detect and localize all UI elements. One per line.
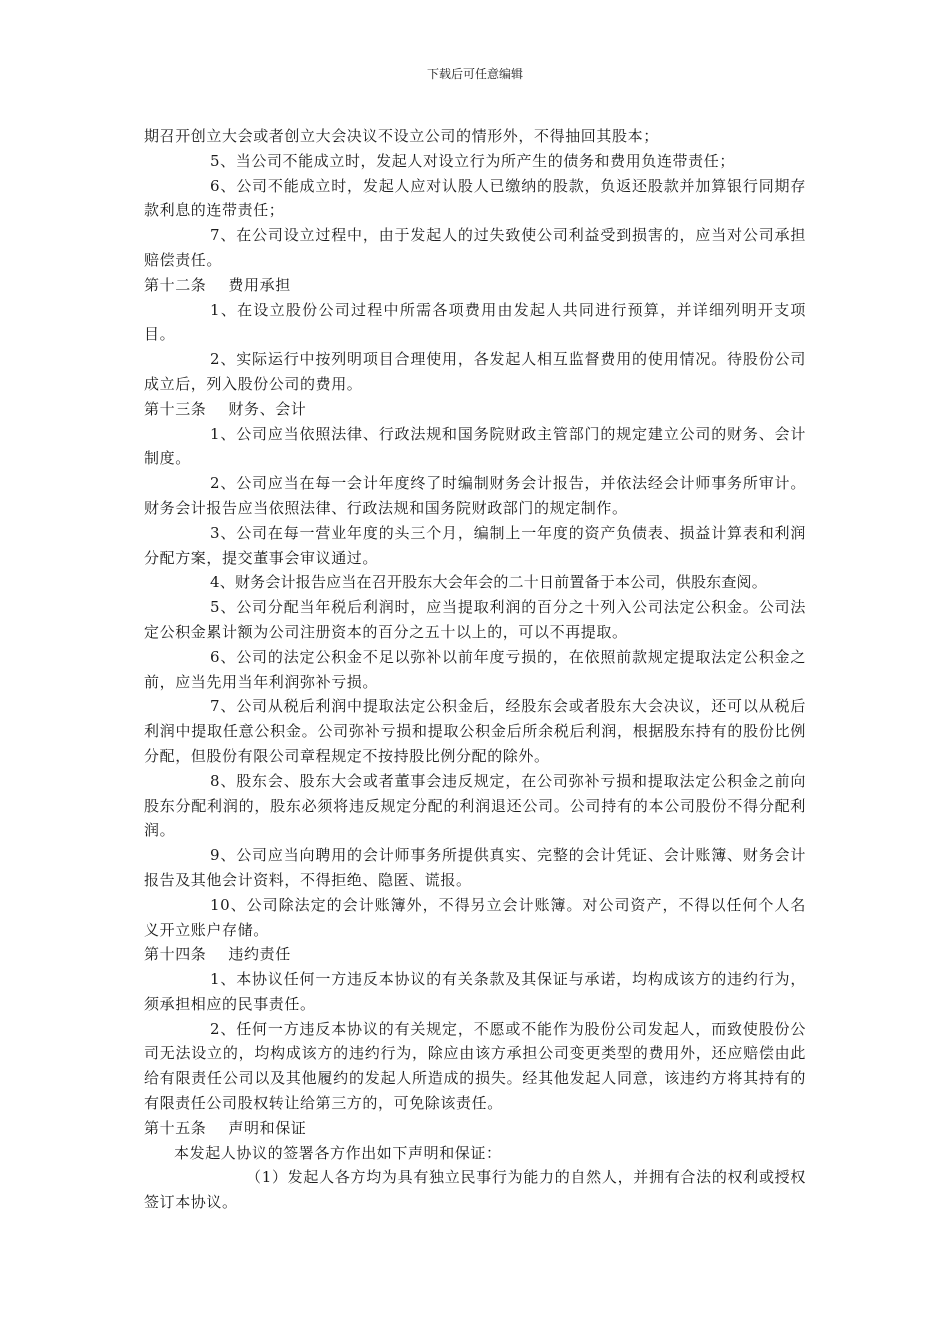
paragraph-item: 9、公司应当向聘用的会计师事务所提供真实、完整的会计凭证、会计账簿、财务会计报告及其他会计资料，不得拒绝、隐匿、谎报。 bbox=[144, 846, 806, 889]
paragraph-item: 10、公司除法定的会计账簿外，不得另立会计账簿。对公司资产，不得以任何个人名义开立账户存储。 bbox=[144, 895, 806, 939]
paragraph-item: 1、在设立股份公司过程中所需各项费用由发起人共同进行预算，并详细列明开支项目。 bbox=[144, 300, 806, 344]
paragraph-item: 4、财务会计报告应当在召开股东大会年会的二十日前置备于本公司，供股东查阅。 bbox=[210, 573, 767, 592]
paragraph-item: 3、公司在每一营业年度的头三个月，编制上一年度的资产负债表、损益计算表和利润分配方案，提交董事会审议通过。 bbox=[144, 523, 806, 567]
article-heading-13 bbox=[144, 397, 806, 422]
document-body bbox=[144, 124, 806, 1215]
article-title: 违约责任 bbox=[228, 945, 291, 964]
paragraph-item: 6、公司的法定公积金不足以弥补以前年度亏损的，在依照前款规定提取法定公积金之前，应当先用当年利润弥补亏损。 bbox=[144, 647, 806, 691]
paragraph-item: 1、本协议任何一方违反本协议的有关条款及其保证与承诺，均构成该方的违约行为，须承担相应的民事责任。 bbox=[144, 970, 806, 1013]
paragraph-item: 7、公司从税后利润中提取法定公积金后，经股东会或者股东大会决议，还可以从税后利润中提取任意公积金。公司弥补亏损和提取公积金后所余税后利润，根据股东持有的股份比例分配，但股份有限公司章程规定不按持股比例分配的除外。 bbox=[144, 697, 806, 765]
paragraph-continuation: 期召开创立大会或者创立大会决议不设立公司的情形外，不得抽回其股本； bbox=[144, 127, 659, 145]
article-title: 财务、会计 bbox=[228, 399, 307, 418]
article-number: 第十四条 bbox=[144, 945, 207, 964]
paragraph-item: 2、公司应当在每一会计年度终了时编制财务会计报告，并依法经会计师事务所审计。财务会计报告应当依照法律、行政法规和国务院财政部门的规定制作。 bbox=[144, 474, 806, 517]
article-number: 第十五条 bbox=[144, 1118, 207, 1137]
paragraph-item: 2、任何一方违反本协议的有关规定，不愿或不能作为股份公司发起人，而致使股份公司无法设立的，均构成该方的违约行为，除应由该方承担公司变更类型的费用外，还应赔偿由此给有限责任公司以及其他履约的发起人所造成的损失。经其他发起人同意，该违约方将其持有的有限责任公司股权转让给第三方的，可免除该责任。 bbox=[144, 1019, 806, 1113]
article-heading-14 bbox=[144, 942, 806, 967]
page-header: 下载后可任意编辑 bbox=[426, 67, 523, 81]
article-number: 第十二条 bbox=[144, 275, 207, 294]
paragraph-item: 2、实际运行中按列明项目合理使用，各发起人相互监督费用的使用情况。待股份公司成立后，列入股份公司的费用。 bbox=[144, 350, 806, 393]
paragraph-item: 5、当公司不能成立时，发起人对设立行为所产生的债务和费用负连带责任； bbox=[210, 151, 735, 170]
paragraph-item: 5、公司分配当年税后利润时，应当提取利润的百分之十列入公司法定公积金。公司法定公积金累计额为公司注册资本的百分之五十以上的，可以不再提取。 bbox=[144, 598, 806, 641]
article-title: 声明和保证 bbox=[228, 1118, 307, 1137]
paragraph-item: （1）发起人各方均为具有独立民事行为能力的自然人，并拥有合法的权利或授权签订本协议。 bbox=[144, 1168, 806, 1212]
article-title: 费用承担 bbox=[228, 275, 291, 294]
paragraph-item: 8、股东会、股东大会或者董事会违反规定，在公司弥补亏损和提取法定公积金之前向股东分配利润的，股东必须将违反规定分配的利润退还公司。公司持有的本公司股份不得分配利润。 bbox=[144, 771, 806, 840]
paragraph-item: 1、公司应当依照法律、行政法规和国务院财政主管部门的规定建立公司的财务、会计制度。 bbox=[144, 424, 806, 468]
paragraph-intro: 本发起人协议的签署各方作出如下声明和保证： bbox=[174, 1143, 502, 1162]
article-heading-12 bbox=[144, 273, 806, 298]
article-heading-15 bbox=[144, 1116, 806, 1141]
paragraph-item: 7、在公司设立过程中，由于发起人的过失致使公司利益受到损害的，应当对公司承担赔偿责任。 bbox=[144, 226, 806, 269]
article-number: 第十三条 bbox=[144, 399, 207, 418]
paragraph-item: 6、公司不能成立时，发起人应对认股人已缴纳的股款，负返还股款并加算银行同期存款利息的连带责任； bbox=[144, 176, 806, 220]
